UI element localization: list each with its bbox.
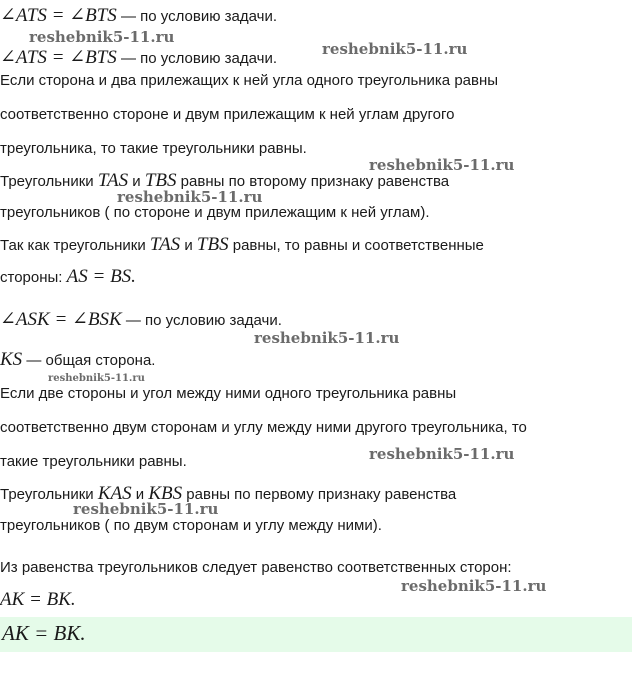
watermark: reshebnik5-11.ru <box>401 577 547 595</box>
given-angles-3: ∠ASK = ∠BSK — по условию задачи. <box>0 309 282 330</box>
watermark: reshebnik5-11.ru <box>48 373 145 384</box>
theorem2-line-1: Если две стороны и угол между ними одного треугольника равны <box>0 385 457 402</box>
common-side-line: KS — общая сторона. <box>0 349 156 370</box>
watermark: reshebnik5-11.ru <box>322 40 468 58</box>
answer-text: AK = BK. <box>2 621 86 645</box>
conclusion-kas-kbs: Треугольники KAS и KBS равны по первому признаку равенства <box>0 483 457 504</box>
equality-follows-line: Из равенства треугольников следует равенство соответственных сторон: <box>0 559 512 576</box>
theorem2-line-2: соответственно двум сторонам и углу между ними другого треугольника, то <box>0 419 527 436</box>
theorem-line-1: Если сторона и два прилежащих к ней угла одного треугольника равны <box>0 72 499 89</box>
watermark: reshebnik5-11.ru <box>29 28 175 46</box>
since-equal-line: Так как треугольники TAS и TBS равны, то равны и соответственные <box>0 234 484 255</box>
theorem-line-3: треугольника, то такие треугольники равны. <box>0 140 307 157</box>
theorem-line-2: соответственно стороне и двум прилежащим к ней углам другого <box>0 106 455 123</box>
conclusion-tas-tbs-reason: треугольников ( по стороне и двум прилежащим к ней углам). <box>0 204 430 221</box>
answer-box <box>0 617 632 652</box>
watermark: reshebnik5-11.ru <box>117 188 263 206</box>
watermark: reshebnik5-11.ru <box>369 445 515 463</box>
watermark: reshebnik5-11.ru <box>254 329 400 347</box>
watermark: reshebnik5-11.ru <box>369 156 515 174</box>
given-angles-2: ∠ATS = ∠BTS — по условию задачи. <box>0 47 277 68</box>
conclusion-kas-kbs-reason: треугольников ( по двум сторонам и углу между ними). <box>0 517 382 534</box>
theorem2-line-3: такие треугольники равны. <box>0 453 187 470</box>
watermark: reshebnik5-11.ru <box>73 500 219 518</box>
given-angles-1: ∠ATS = ∠BTS — по условию задачи. <box>0 5 277 26</box>
result-line: AK = BK. <box>0 589 76 610</box>
sides-equal-line: стороны: AS = BS. <box>0 266 136 287</box>
conclusion-tas-tbs: Треугольники TAS и TBS равны по второму признаку равенства <box>0 170 450 191</box>
